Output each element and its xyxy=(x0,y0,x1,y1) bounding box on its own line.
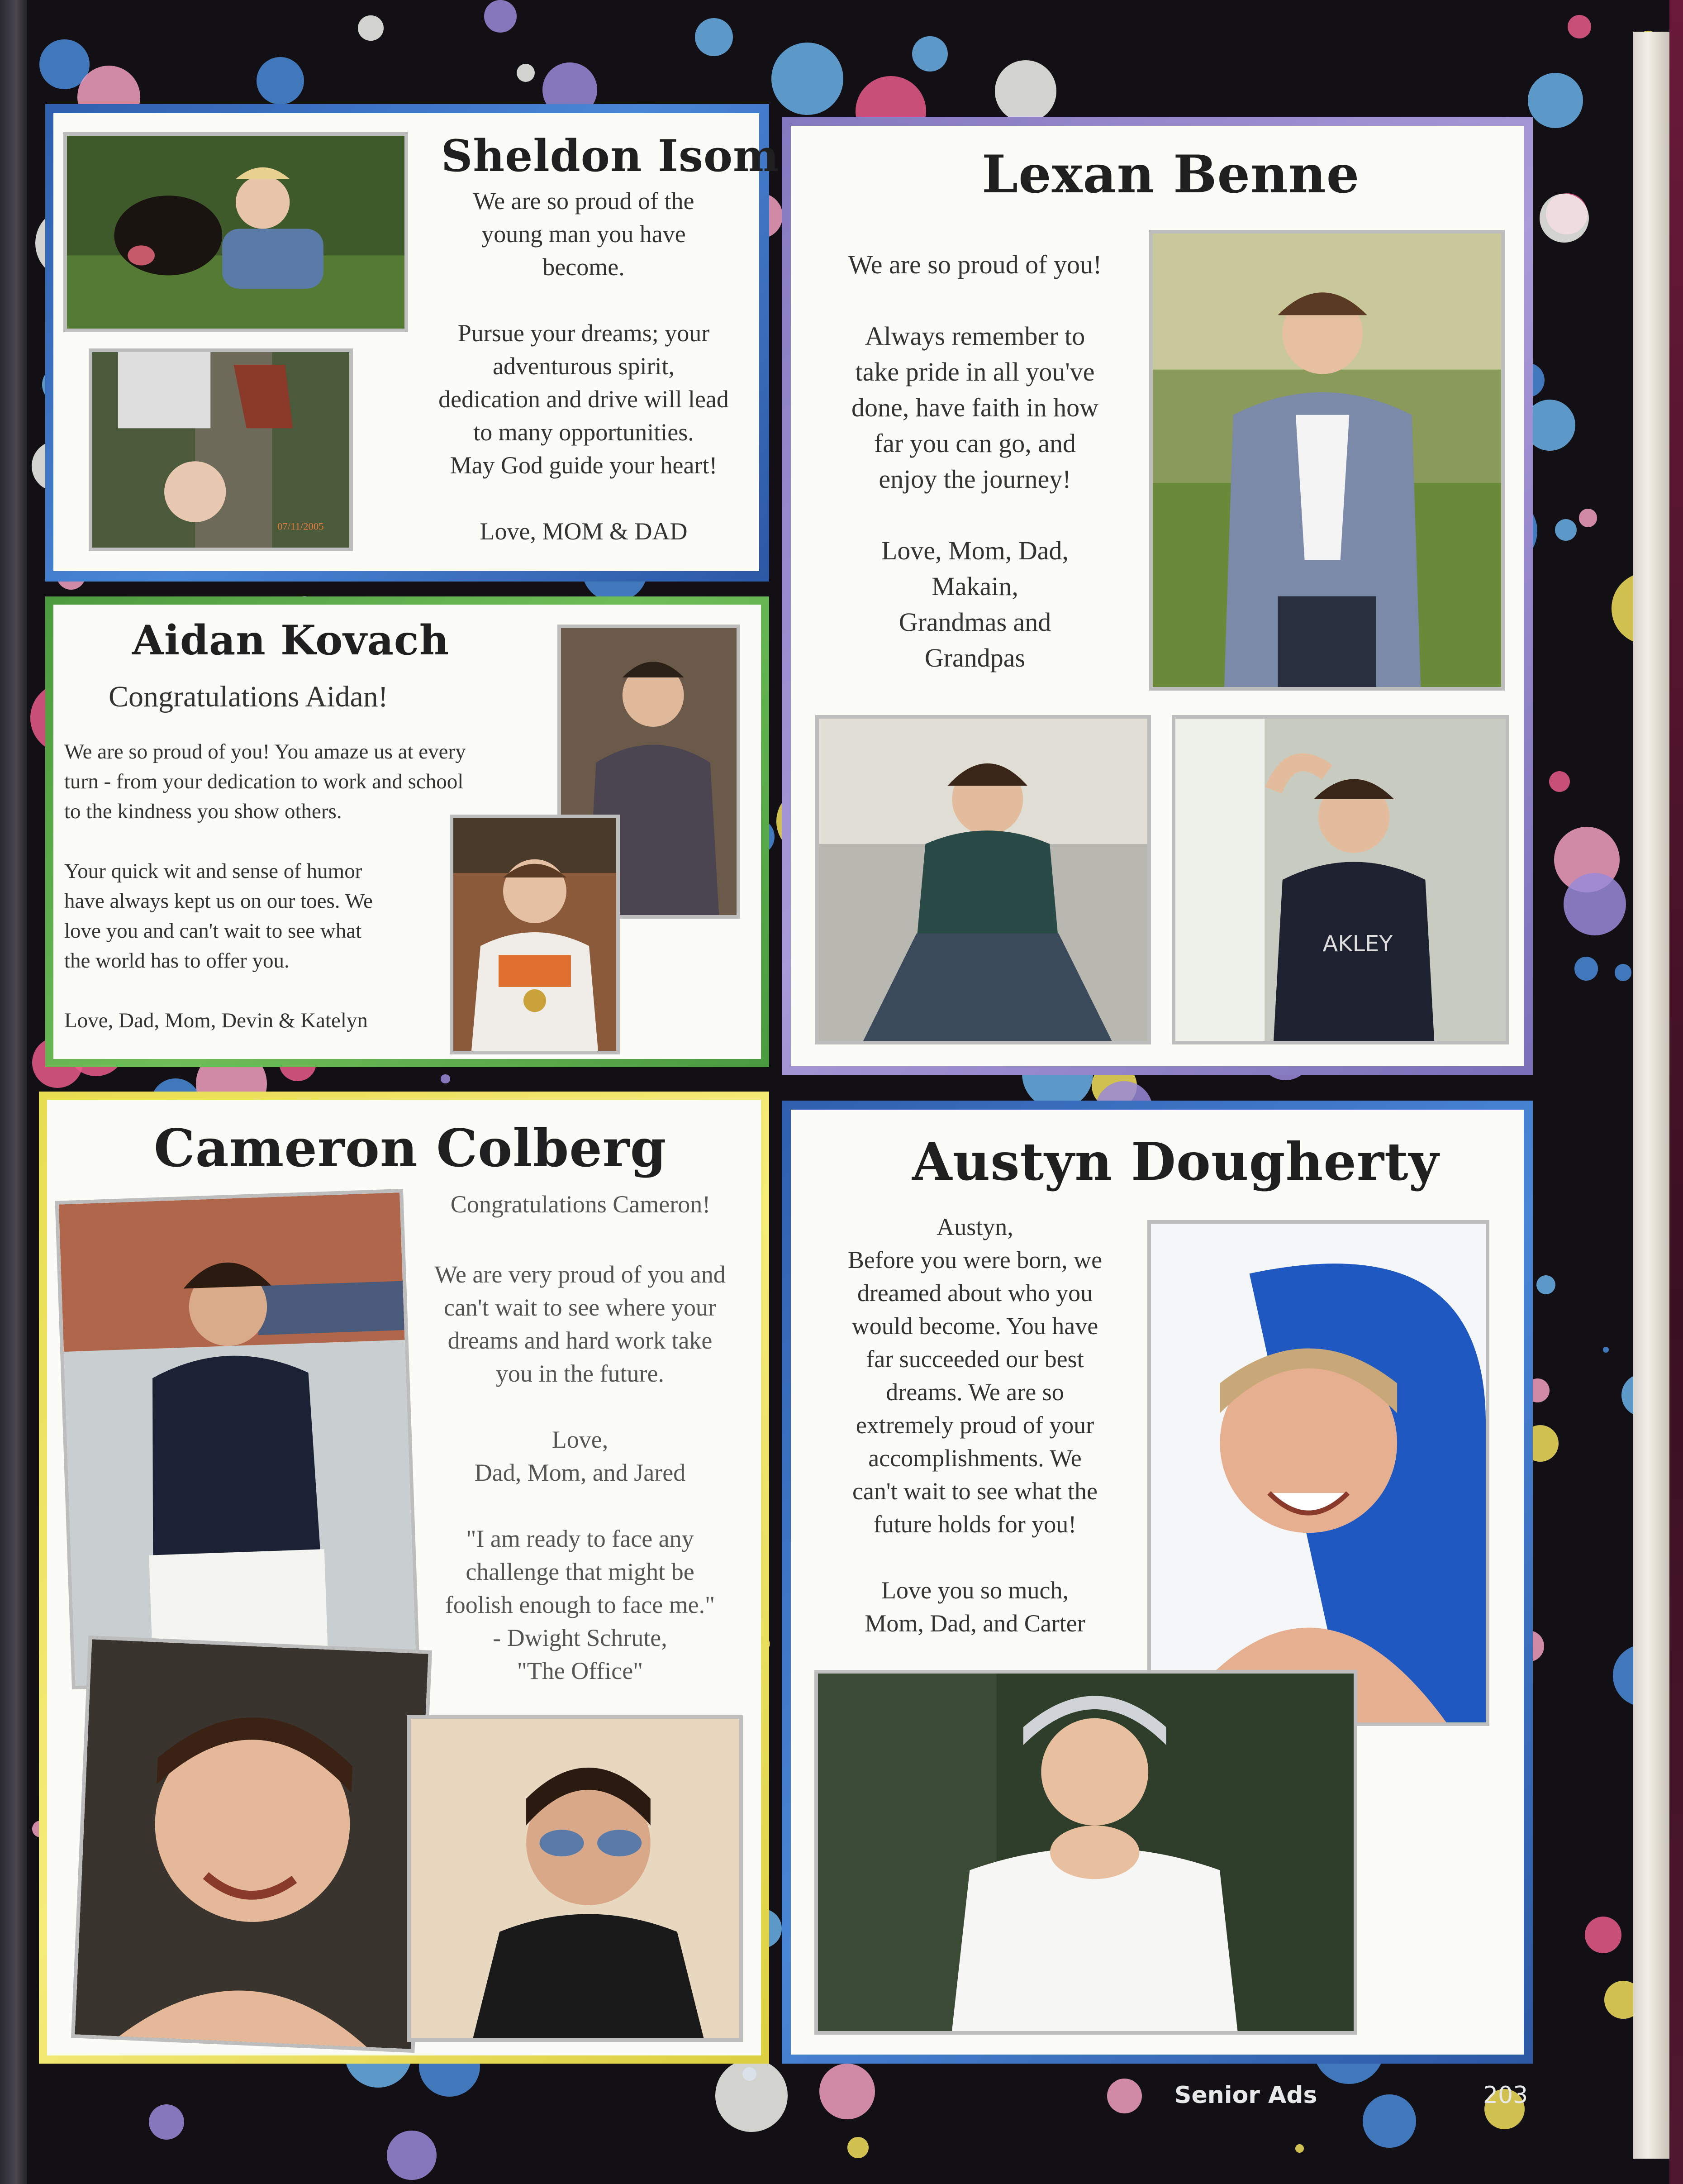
paint-splatter xyxy=(1555,519,1577,541)
paint-splatter xyxy=(1574,957,1598,981)
paint-splatter xyxy=(149,2104,184,2140)
book-cover-edge xyxy=(1669,0,1683,2184)
paint-splatter xyxy=(771,43,843,114)
photo-austyn-child-smiling xyxy=(1147,1220,1489,1726)
paint-splatter xyxy=(1540,194,1589,243)
photo-cameron-sunglasses xyxy=(407,1715,743,2042)
ad-greeting-cameron: Congratulations Cameron! xyxy=(450,1191,711,1218)
ad-message-austyn: Austyn, Before you were born, we dreamed about who you would become. You have far succeeded our best dreams. We are so extremely proud of your accomplishments. We can't wait to see what the future holds for you! Love you so much, Mom, Dad, and Carter xyxy=(847,1213,1103,1637)
photo-child-at-pump xyxy=(89,348,353,551)
paint-splatter xyxy=(819,2064,875,2119)
photo-cameron-child xyxy=(71,1636,432,2053)
ad-name-lexan: Lexan Benne xyxy=(982,144,1360,205)
ad-name-aidan: Aidan Kovach xyxy=(132,616,450,664)
paint-splatter xyxy=(1528,73,1583,128)
paint-splatter xyxy=(1549,771,1570,792)
photo-cameron-senior xyxy=(55,1189,420,1689)
paint-splatter xyxy=(1579,509,1597,527)
paint-splatter xyxy=(912,36,947,72)
paint-splatter xyxy=(441,1074,450,1084)
paint-splatter xyxy=(1568,15,1591,38)
paint-splatter xyxy=(995,60,1057,122)
paint-splatter xyxy=(715,2059,788,2132)
paint-splatter xyxy=(695,18,733,56)
photo-lexan-sitting xyxy=(815,715,1151,1044)
footer-page-number: 203 xyxy=(1483,2082,1528,2109)
ad-message-cameron: We are very proud of you and can't wait to see where your dreams and hard work take you in the future. Love, Dad, Mom, and Jared "I am ready to face any challenge that might be foolish enough to face me." - Dwight Schrute, "The Office" xyxy=(434,1261,726,1684)
paint-splatter xyxy=(358,15,383,41)
paint-splatter xyxy=(484,0,517,33)
paint-splatter xyxy=(1363,2094,1416,2148)
ad-name-austyn: Austyn Dougherty xyxy=(912,1131,1439,1192)
ad-greeting-aidan: Congratulations Aidan! xyxy=(109,680,388,713)
paint-splatter xyxy=(1615,964,1632,981)
paint-splatter xyxy=(1603,1347,1609,1353)
paint-splatter xyxy=(1564,873,1626,935)
page-stack-edge xyxy=(1633,32,1669,2159)
paint-splatter xyxy=(257,57,304,105)
paint-splatter xyxy=(1295,2144,1303,2152)
photo-boy-with-dog xyxy=(63,132,408,332)
ad-message-sheldon: We are so proud of the young man you have become. Pursue your dreams; your adventurous spirit, dedication and drive will lead to many opportunities. May God guide your heart! Love, MOM & DAD xyxy=(438,187,729,545)
shirt-logo-text: AKLEY xyxy=(1322,930,1393,957)
paint-splatter xyxy=(1107,2079,1142,2113)
paint-splatter xyxy=(1585,1917,1621,1953)
paint-splatter xyxy=(517,64,535,82)
paint-splatter xyxy=(847,2137,869,2158)
ad-message-aidan: We are so proud of you! You amaze us at every turn - from your dedication to work and school to the kindness you show others. Your quick wit and sense of humor have always kept us on our toes. We love you and can't wait to see what the world has to offer you. Love, Dad, Mom, Devin & Katelyn xyxy=(64,740,466,1032)
paint-splatter xyxy=(387,2131,436,2180)
photo-lexan-oakley-shirt xyxy=(1172,715,1509,1044)
ad-message-lexan: We are so proud of you! Always remember to take pride in all you've done, have faith in how far you can go, and enjoy the journey! Love, Mom, Dad, Makain, Grandmas and Grandpas xyxy=(848,250,1102,672)
ad-name-cameron: Cameron Colberg xyxy=(154,1118,667,1178)
ad-name-sheldon: Sheldon Isom xyxy=(441,130,780,181)
page-gutter-left xyxy=(0,0,27,2184)
paint-splatter xyxy=(1536,1275,1555,1294)
photo-austyn-cap xyxy=(814,1670,1357,2035)
photo-lexan-plaid-shirt xyxy=(1149,230,1505,691)
footer-section-label: Senior Ads xyxy=(1174,2082,1317,2109)
photo-date-stamp: 07/11/2005 xyxy=(277,520,324,532)
